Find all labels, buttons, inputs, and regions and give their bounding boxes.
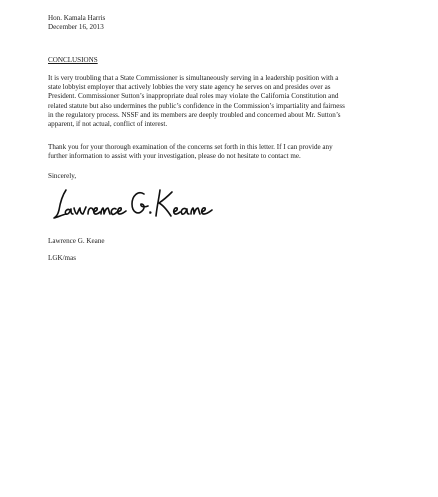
paragraph-line: in the regulatory process. NSSF and its members are deeply troubled and concerned about Mr. Sutton’s [48, 110, 341, 119]
recipient-line: Hon. Kamala Harris [48, 14, 106, 22]
section-heading: CONCLUSIONS [48, 56, 98, 64]
thank-you-paragraph [48, 143, 393, 161]
paragraph-line: further information to assist with your investigation, please do not hesitate to contact me. [48, 152, 301, 161]
paragraph-line: President. Commissioner Sutton’s inappropriate dual roles may violate the California Constitution and [48, 92, 339, 101]
date-line: December 16, 2013 [48, 23, 104, 31]
paragraph-line: related statute but also undermines the public’s confidence in the Commission’s impartiality and fairness [48, 101, 345, 110]
signer-name: Lawrence G. Keane [48, 237, 105, 245]
closing-salutation: Sincerely, [48, 172, 77, 180]
paragraph-line: state lobbyist employer that actively lobbies the very state agency he serves on and presides over as [48, 83, 331, 92]
paragraph-line: apparent, if not actual, conflict of interest. [48, 120, 168, 129]
handwritten-signature [48, 184, 263, 226]
paragraph-line: It is very troubling that a State Commissioner is simultaneously serving in a leadership position with a [48, 74, 339, 82]
paragraph-line: Thank you for your thorough examination of the concerns set forth in this letter. If I can provide any [48, 143, 333, 151]
typist-initials: LGK/mas [48, 254, 76, 262]
conclusions-paragraph [48, 74, 393, 129]
